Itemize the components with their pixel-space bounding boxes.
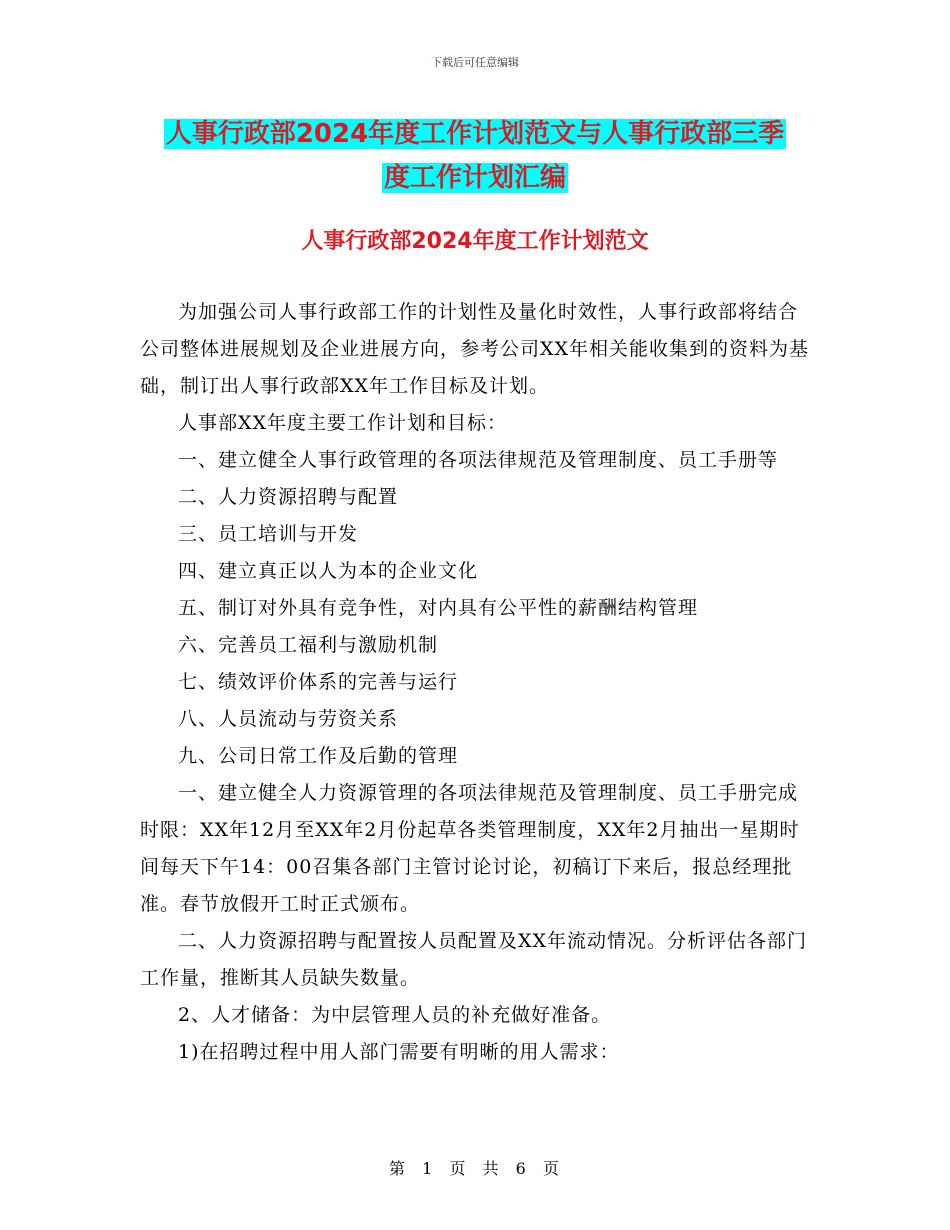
- page-footer: [0, 1156, 950, 1179]
- paragraph: 二、人力资源招聘与配置按人员配置及XX年流动情况。分析评估各部门工作量，推断其人员缺失数量。: [140, 930, 808, 989]
- paragraph: 为加强公司人事行政部工作的计划性及量化时效性，人事行政部将结合公司整体进展规划及企业进展方向，参考公司XX年相关能收集到的资料为基础，制订出人事行政部XX年工作目标及计划。: [140, 301, 810, 397]
- paragraph: 九、公司日常工作及后勤的管理: [178, 745, 459, 767]
- current-page-number: 1: [422, 1159, 435, 1178]
- paragraph: 四、建立真正以人为本的企业文化: [178, 560, 479, 582]
- document-title-line2: 度工作计划汇编: [383, 163, 566, 193]
- page-prefix: 第: [389, 1159, 408, 1178]
- document-title: [140, 112, 810, 200]
- paragraph: 一、建立健全人事行政管理的各项法律规范及管理制度、员工手册等: [178, 449, 779, 471]
- paragraph: 2、人才储备：为中层管理人员的补充做好准备。: [178, 1004, 612, 1026]
- paragraph: 二、人力资源招聘与配置: [178, 486, 399, 508]
- page-unit: 页: [449, 1159, 468, 1178]
- paragraph: 八、人员流动与劳资关系: [178, 708, 399, 730]
- paragraph: 一、建立健全人力资源管理的各项法律规范及管理制度、员工手册完成时限：XX年12月至XX年2月份起草各类管理制度，XX年2月抽出一星期时间每天下午14：00召集各部门主管讨论讨论，初稿订下来后，报总经理批准。春节放假开工时正式颁布。: [140, 782, 800, 915]
- section-title: 人事行政部2024年度工作计划范文: [301, 229, 649, 254]
- paragraph: 1)在招聘过程中用人部门需要有明晰的用人需求：: [178, 1041, 620, 1063]
- paragraph: 七、绩效评价体系的完善与运行: [178, 671, 459, 693]
- document-body: [140, 294, 810, 1071]
- total-unit: 页: [542, 1159, 561, 1178]
- total-pages: 6: [515, 1159, 528, 1178]
- document-title-line1: 人事行政部2024年度工作计划范文与人事行政部三季: [165, 119, 785, 149]
- paragraph: 三、员工培训与开发: [178, 523, 359, 545]
- total-prefix: 共: [482, 1159, 501, 1178]
- paragraph: 五、制订对外具有竞争性，对内具有公平性的薪酬结构管理: [178, 597, 699, 619]
- paragraph: 人事部XX年度主要工作计划和目标：: [178, 412, 508, 434]
- paragraph: 六、完善员工福利与激励机制: [178, 634, 439, 656]
- header-note: 下载后可任意编辑: [431, 56, 519, 69]
